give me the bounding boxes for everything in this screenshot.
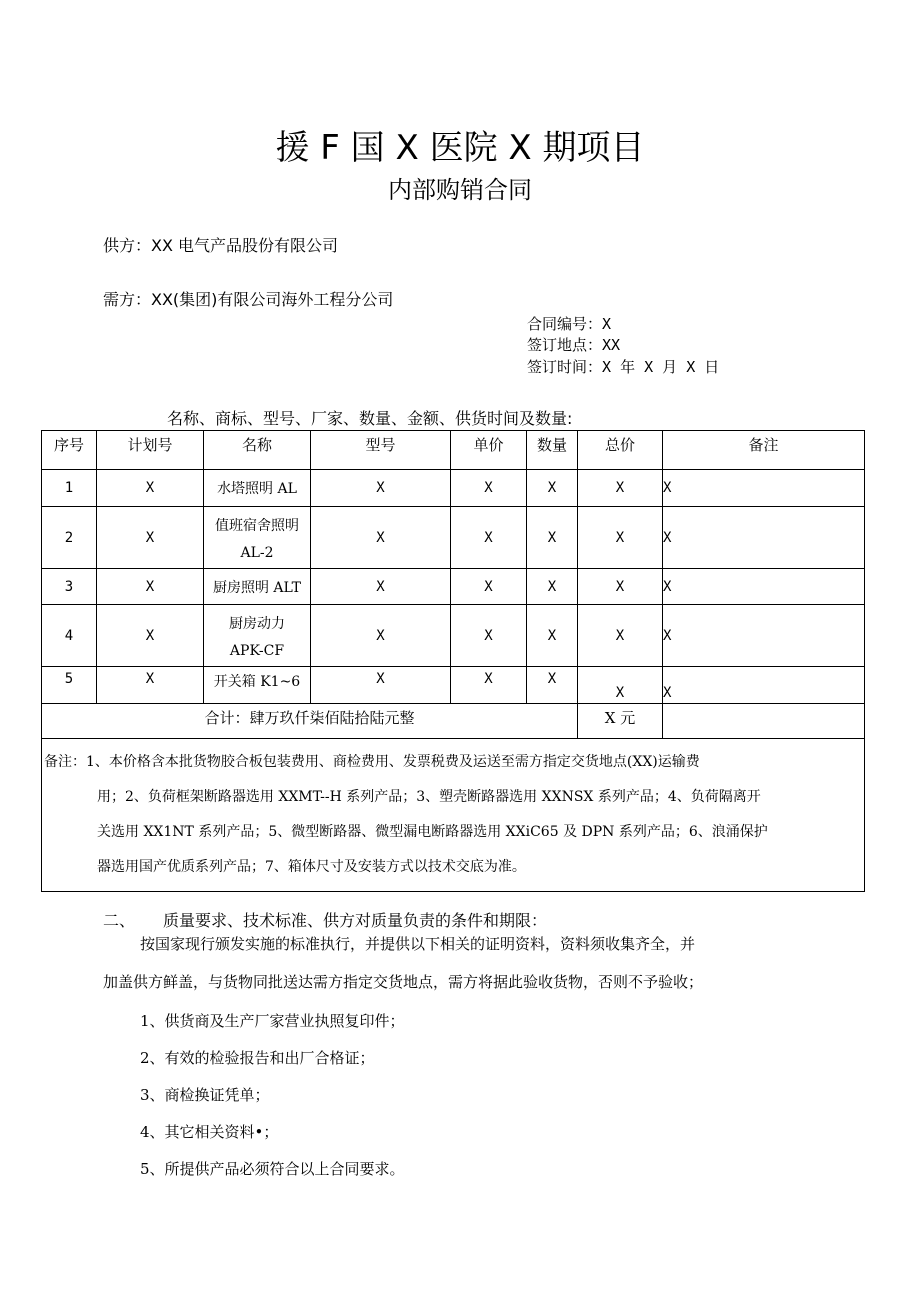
item-name: [204, 507, 311, 569]
model: X: [311, 667, 451, 704]
document-title: 援 F 国 X 医院 X 期项目: [275, 128, 645, 168]
item-name: 厨房照明 ALT: [204, 569, 311, 605]
total-row: [42, 704, 865, 739]
quantity: X: [527, 569, 578, 605]
plan-number: X: [97, 470, 204, 507]
sign-location: [527, 334, 620, 355]
item-name: 水塔照明 AL: [204, 470, 311, 507]
sign-date-value: X 年 X 月 X 日: [602, 358, 720, 376]
remark: X: [663, 605, 865, 667]
section-number: 二、: [103, 911, 136, 930]
plan-number: X: [97, 605, 204, 667]
quantity: X: [527, 470, 578, 507]
table-caption: 名称、商标、型号、厂家、数量、金额、供货时间及数量:: [167, 409, 573, 428]
requirement-item: 3、商检换证凭单；: [140, 1086, 270, 1104]
header-cell: 总价: [578, 431, 663, 470]
sign-location-label: 签订地点：: [527, 336, 603, 354]
table-row: [42, 569, 865, 605]
quantity: X: [527, 667, 578, 704]
notes-row: [42, 739, 865, 892]
table-row: [42, 507, 865, 569]
document-subtitle: 内部购销合同: [388, 176, 532, 204]
contract-number-label: 合同编号：: [527, 315, 603, 333]
total-amount-value: X 元: [578, 704, 663, 739]
requirement-item: 4、其它相关资料•；: [140, 1123, 279, 1141]
section-title: 质量要求、技术标准、供方对质量负责的条件和期限：: [163, 911, 548, 930]
goods-table: [41, 430, 865, 892]
item-name-line2: AL-2: [240, 544, 274, 561]
total-price: X: [578, 605, 663, 667]
row-number: 1: [42, 470, 97, 507]
contract-number: [527, 313, 611, 334]
note-line: 用；2、负荷框架断路器选用 XXMT--H 系列产品；3、塑壳断路器选用 XXNSX 系列产品；4、负荷隔离开: [97, 789, 761, 805]
plan-number: X: [97, 507, 204, 569]
section-heading: [103, 908, 547, 931]
total-amount-words: 合计：肆万玖仟柒佰陆拾陆元整: [42, 704, 578, 739]
remark: X: [663, 667, 865, 704]
quantity: X: [527, 605, 578, 667]
plan-number: X: [97, 569, 204, 605]
total-remark: [663, 704, 865, 739]
section-paragraph-line2: 加盖供方鲜盖，与货物同批送达需方指定交货地点，需方将据此验收货物，否则不予验收；: [103, 973, 704, 991]
sign-date-label: 签订时间：: [527, 358, 603, 376]
plan-number: X: [97, 667, 204, 704]
sign-date: [527, 356, 719, 377]
header-cell: 型号: [311, 431, 451, 470]
note-line: 器选用国产优质系列产品；7、箱体尺寸及安装方式以技术交底为准。: [97, 859, 526, 875]
unit-price: X: [451, 667, 527, 704]
table-row: [42, 605, 865, 667]
header-cell: 数量: [527, 431, 578, 470]
buyer-line: 需方：XX(集团)有限公司海外工程分公司: [103, 290, 394, 309]
header-cell: 名称: [204, 431, 311, 470]
contract-number-value: X: [602, 315, 612, 333]
unit-price: X: [451, 470, 527, 507]
row-number: 3: [42, 569, 97, 605]
item-name: 开关箱 K1~6: [204, 667, 311, 704]
remark: X: [663, 507, 865, 569]
note-line: 备注：1、本价格含本批货物胶合板包装费用、商检费用、发票税费及运送至需方指定交货地点(XX)运输费: [44, 754, 700, 770]
table-header-row: [42, 431, 865, 470]
remark: X: [663, 470, 865, 507]
model: X: [311, 507, 451, 569]
item-name-line1: 值班宿舍照明: [215, 517, 299, 534]
item-name-line2: APK-CF: [229, 642, 285, 659]
model: X: [311, 569, 451, 605]
total-price: X: [578, 569, 663, 605]
unit-price: X: [451, 605, 527, 667]
requirement-item: 1、供货商及生产厂家营业执照复印件；: [140, 1012, 405, 1030]
header-cell: 单价: [451, 431, 527, 470]
note-line: 关选用 XX1NT 系列产品；5、微型断路器、微型漏电断路器选用 XXiC65 及 DPN 系列产品；6、浪涌保护: [97, 824, 768, 840]
total-price: X: [578, 667, 663, 704]
sign-location-value: XX: [602, 336, 621, 354]
row-number: 2: [42, 507, 97, 569]
section-paragraph-line1: 按国家现行颁发实施的标准执行，并提供以下相关的证明资料，资料须收集齐全，并: [140, 935, 696, 953]
requirement-item: 5、所提供产品必须符合以上合同要求。: [140, 1160, 405, 1178]
notes-cell: [42, 739, 865, 892]
header-cell: 计划号: [97, 431, 204, 470]
row-number: 4: [42, 605, 97, 667]
header-cell: 序号: [42, 431, 97, 470]
model: X: [311, 470, 451, 507]
table-row: [42, 470, 865, 507]
item-name-line1: 厨房动力: [229, 615, 285, 632]
row-number: 5: [42, 667, 97, 704]
total-price: X: [578, 507, 663, 569]
total-price: X: [578, 470, 663, 507]
header-cell: 备注: [663, 431, 865, 470]
quantity: X: [527, 507, 578, 569]
unit-price: X: [451, 507, 527, 569]
model: X: [311, 605, 451, 667]
remark: X: [663, 569, 865, 605]
requirement-item: 2、有效的检验报告和出厂合格证；: [140, 1049, 375, 1067]
item-name: [204, 605, 311, 667]
unit-price: X: [451, 569, 527, 605]
supplier-line: 供方：XX 电气产品股份有限公司: [103, 236, 339, 255]
table-row: [42, 667, 865, 704]
